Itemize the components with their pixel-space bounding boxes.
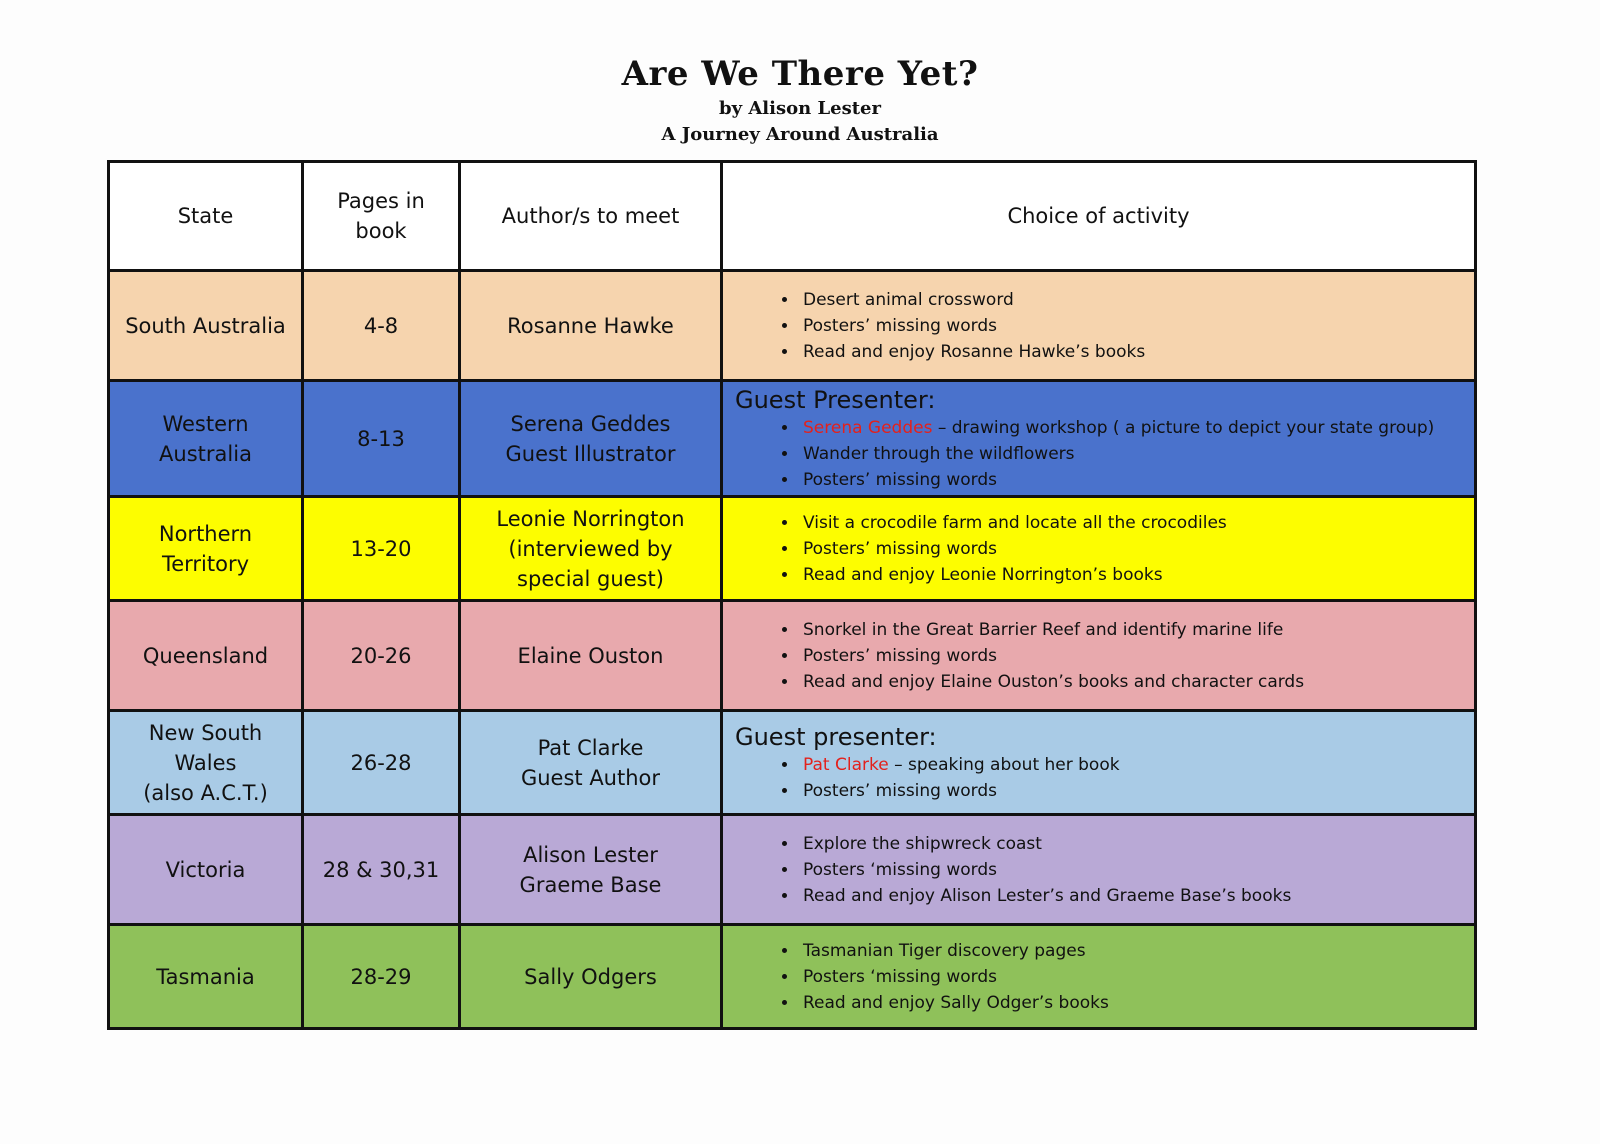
document-title: Are We There Yet? bbox=[621, 54, 979, 94]
table-row bbox=[109, 497, 1476, 601]
table-row bbox=[109, 925, 1476, 1029]
activity-item bbox=[799, 313, 1474, 339]
guest-presenter-label: Guest Presenter: bbox=[735, 385, 936, 414]
activity-text: Tasmanian Tiger discovery pages bbox=[803, 940, 1086, 961]
activity-item bbox=[799, 964, 1474, 990]
activity-text: Posters’ missing words bbox=[803, 469, 998, 490]
authors-cell: Sally Odgers bbox=[460, 925, 722, 1029]
activity-item bbox=[799, 287, 1474, 313]
table-row bbox=[109, 381, 1476, 497]
activity-item bbox=[799, 441, 1474, 467]
state-cell: Northern Territory bbox=[109, 497, 303, 601]
column-header-pages: Pages in book bbox=[303, 162, 460, 271]
table-row bbox=[109, 815, 1476, 925]
activity-item bbox=[799, 752, 1474, 778]
activity-item bbox=[799, 643, 1474, 669]
state-cell: Queensland bbox=[109, 601, 303, 711]
table-body bbox=[109, 271, 1476, 1029]
state-cell: Western Australia bbox=[109, 381, 303, 497]
table-row bbox=[109, 271, 1476, 381]
document-subtitle: A Journey Around Australia bbox=[661, 124, 939, 145]
authors-cell: Leonie Norrington (interviewed by special guest) bbox=[460, 497, 722, 601]
activity-text: Posters’ missing words bbox=[803, 780, 998, 801]
activity-item bbox=[799, 467, 1474, 493]
authors-cell: Rosanne Hawke bbox=[460, 271, 722, 381]
activity-list bbox=[737, 938, 1474, 1016]
activity-text: Explore the shipwreck coast bbox=[803, 833, 1042, 854]
table-header-row bbox=[109, 162, 1476, 271]
guest-name-highlight: Pat Clarke bbox=[803, 754, 889, 775]
activity-cell bbox=[722, 925, 1476, 1029]
activity-list bbox=[737, 510, 1474, 588]
activity-text: Posters’ missing words bbox=[803, 538, 998, 559]
pages-cell: 28-29 bbox=[303, 925, 460, 1029]
state-cell: Tasmania bbox=[109, 925, 303, 1029]
activity-cell bbox=[722, 381, 1476, 497]
activity-cell bbox=[722, 497, 1476, 601]
pages-cell: 4-8 bbox=[303, 271, 460, 381]
activity-text: Read and enjoy Elaine Ouston’s books and character cards bbox=[803, 671, 1305, 692]
activity-text: Visit a crocodile farm and locate all the crocodiles bbox=[803, 512, 1227, 533]
guest-presenter-label: Guest presenter: bbox=[735, 722, 937, 751]
authors-cell: Serena Geddes Guest Illustrator bbox=[460, 381, 722, 497]
pages-cell: 20-26 bbox=[303, 601, 460, 711]
activity-cell bbox=[722, 815, 1476, 925]
column-header-activity: Choice of activity bbox=[722, 162, 1476, 271]
pages-cell: 13-20 bbox=[303, 497, 460, 601]
pages-cell: 28 & 30,31 bbox=[303, 815, 460, 925]
activity-item bbox=[799, 562, 1474, 588]
activity-table bbox=[107, 160, 1477, 1030]
authors-cell: Elaine Ouston bbox=[460, 601, 722, 711]
activity-list bbox=[737, 287, 1474, 365]
column-header-state: State bbox=[109, 162, 303, 271]
activity-cell bbox=[722, 601, 1476, 711]
activity-list bbox=[737, 617, 1474, 695]
activity-item bbox=[799, 415, 1474, 441]
activity-text: Posters ‘missing words bbox=[803, 859, 998, 880]
activity-item bbox=[799, 990, 1474, 1016]
state-cell: South Australia bbox=[109, 271, 303, 381]
activity-item bbox=[799, 831, 1474, 857]
authors-cell: Pat Clarke Guest Author bbox=[460, 711, 722, 815]
state-cell: New South Wales (also A.C.T.) bbox=[109, 711, 303, 815]
table-row bbox=[109, 711, 1476, 815]
document-header bbox=[0, 52, 1600, 148]
activity-list bbox=[737, 415, 1474, 493]
activity-item bbox=[799, 883, 1474, 909]
activity-text: Posters ‘missing words bbox=[803, 966, 998, 987]
activity-list bbox=[737, 831, 1474, 909]
activity-item bbox=[799, 778, 1474, 804]
activity-text: Posters’ missing words bbox=[803, 645, 998, 666]
pages-cell: 26-28 bbox=[303, 711, 460, 815]
activity-item bbox=[799, 339, 1474, 365]
activity-text: Read and enjoy Leonie Norrington’s books bbox=[803, 564, 1163, 585]
activity-item bbox=[799, 857, 1474, 883]
activity-text: Posters’ missing words bbox=[803, 315, 998, 336]
activity-item bbox=[799, 510, 1474, 536]
activity-text: Read and enjoy Alison Lester’s and Graeme Base’s books bbox=[803, 885, 1292, 906]
activity-item bbox=[799, 536, 1474, 562]
activity-item bbox=[799, 938, 1474, 964]
activity-text: – speaking about her book bbox=[888, 754, 1120, 775]
document-byline: by Alison Lester bbox=[719, 98, 881, 119]
activity-item bbox=[799, 669, 1474, 695]
pages-cell: 8-13 bbox=[303, 381, 460, 497]
activity-text: – drawing workshop ( a picture to depict your state group) bbox=[932, 417, 1435, 438]
state-cell: Victoria bbox=[109, 815, 303, 925]
activity-text: Desert animal crossword bbox=[803, 289, 1014, 310]
activity-text: Snorkel in the Great Barrier Reef and identify marine life bbox=[803, 619, 1284, 640]
authors-cell: Alison Lester Graeme Base bbox=[460, 815, 722, 925]
activity-text: Read and enjoy Sally Odger’s books bbox=[803, 992, 1109, 1013]
activity-item bbox=[799, 617, 1474, 643]
table-row bbox=[109, 601, 1476, 711]
activity-cell bbox=[722, 711, 1476, 815]
column-header-authors: Author/s to meet bbox=[460, 162, 722, 271]
activity-text: Wander through the wildflowers bbox=[803, 443, 1075, 464]
activity-text: Read and enjoy Rosanne Hawke’s books bbox=[803, 341, 1146, 362]
activity-cell bbox=[722, 271, 1476, 381]
guest-name-highlight: Serena Geddes bbox=[803, 417, 933, 438]
activity-list bbox=[737, 752, 1474, 804]
